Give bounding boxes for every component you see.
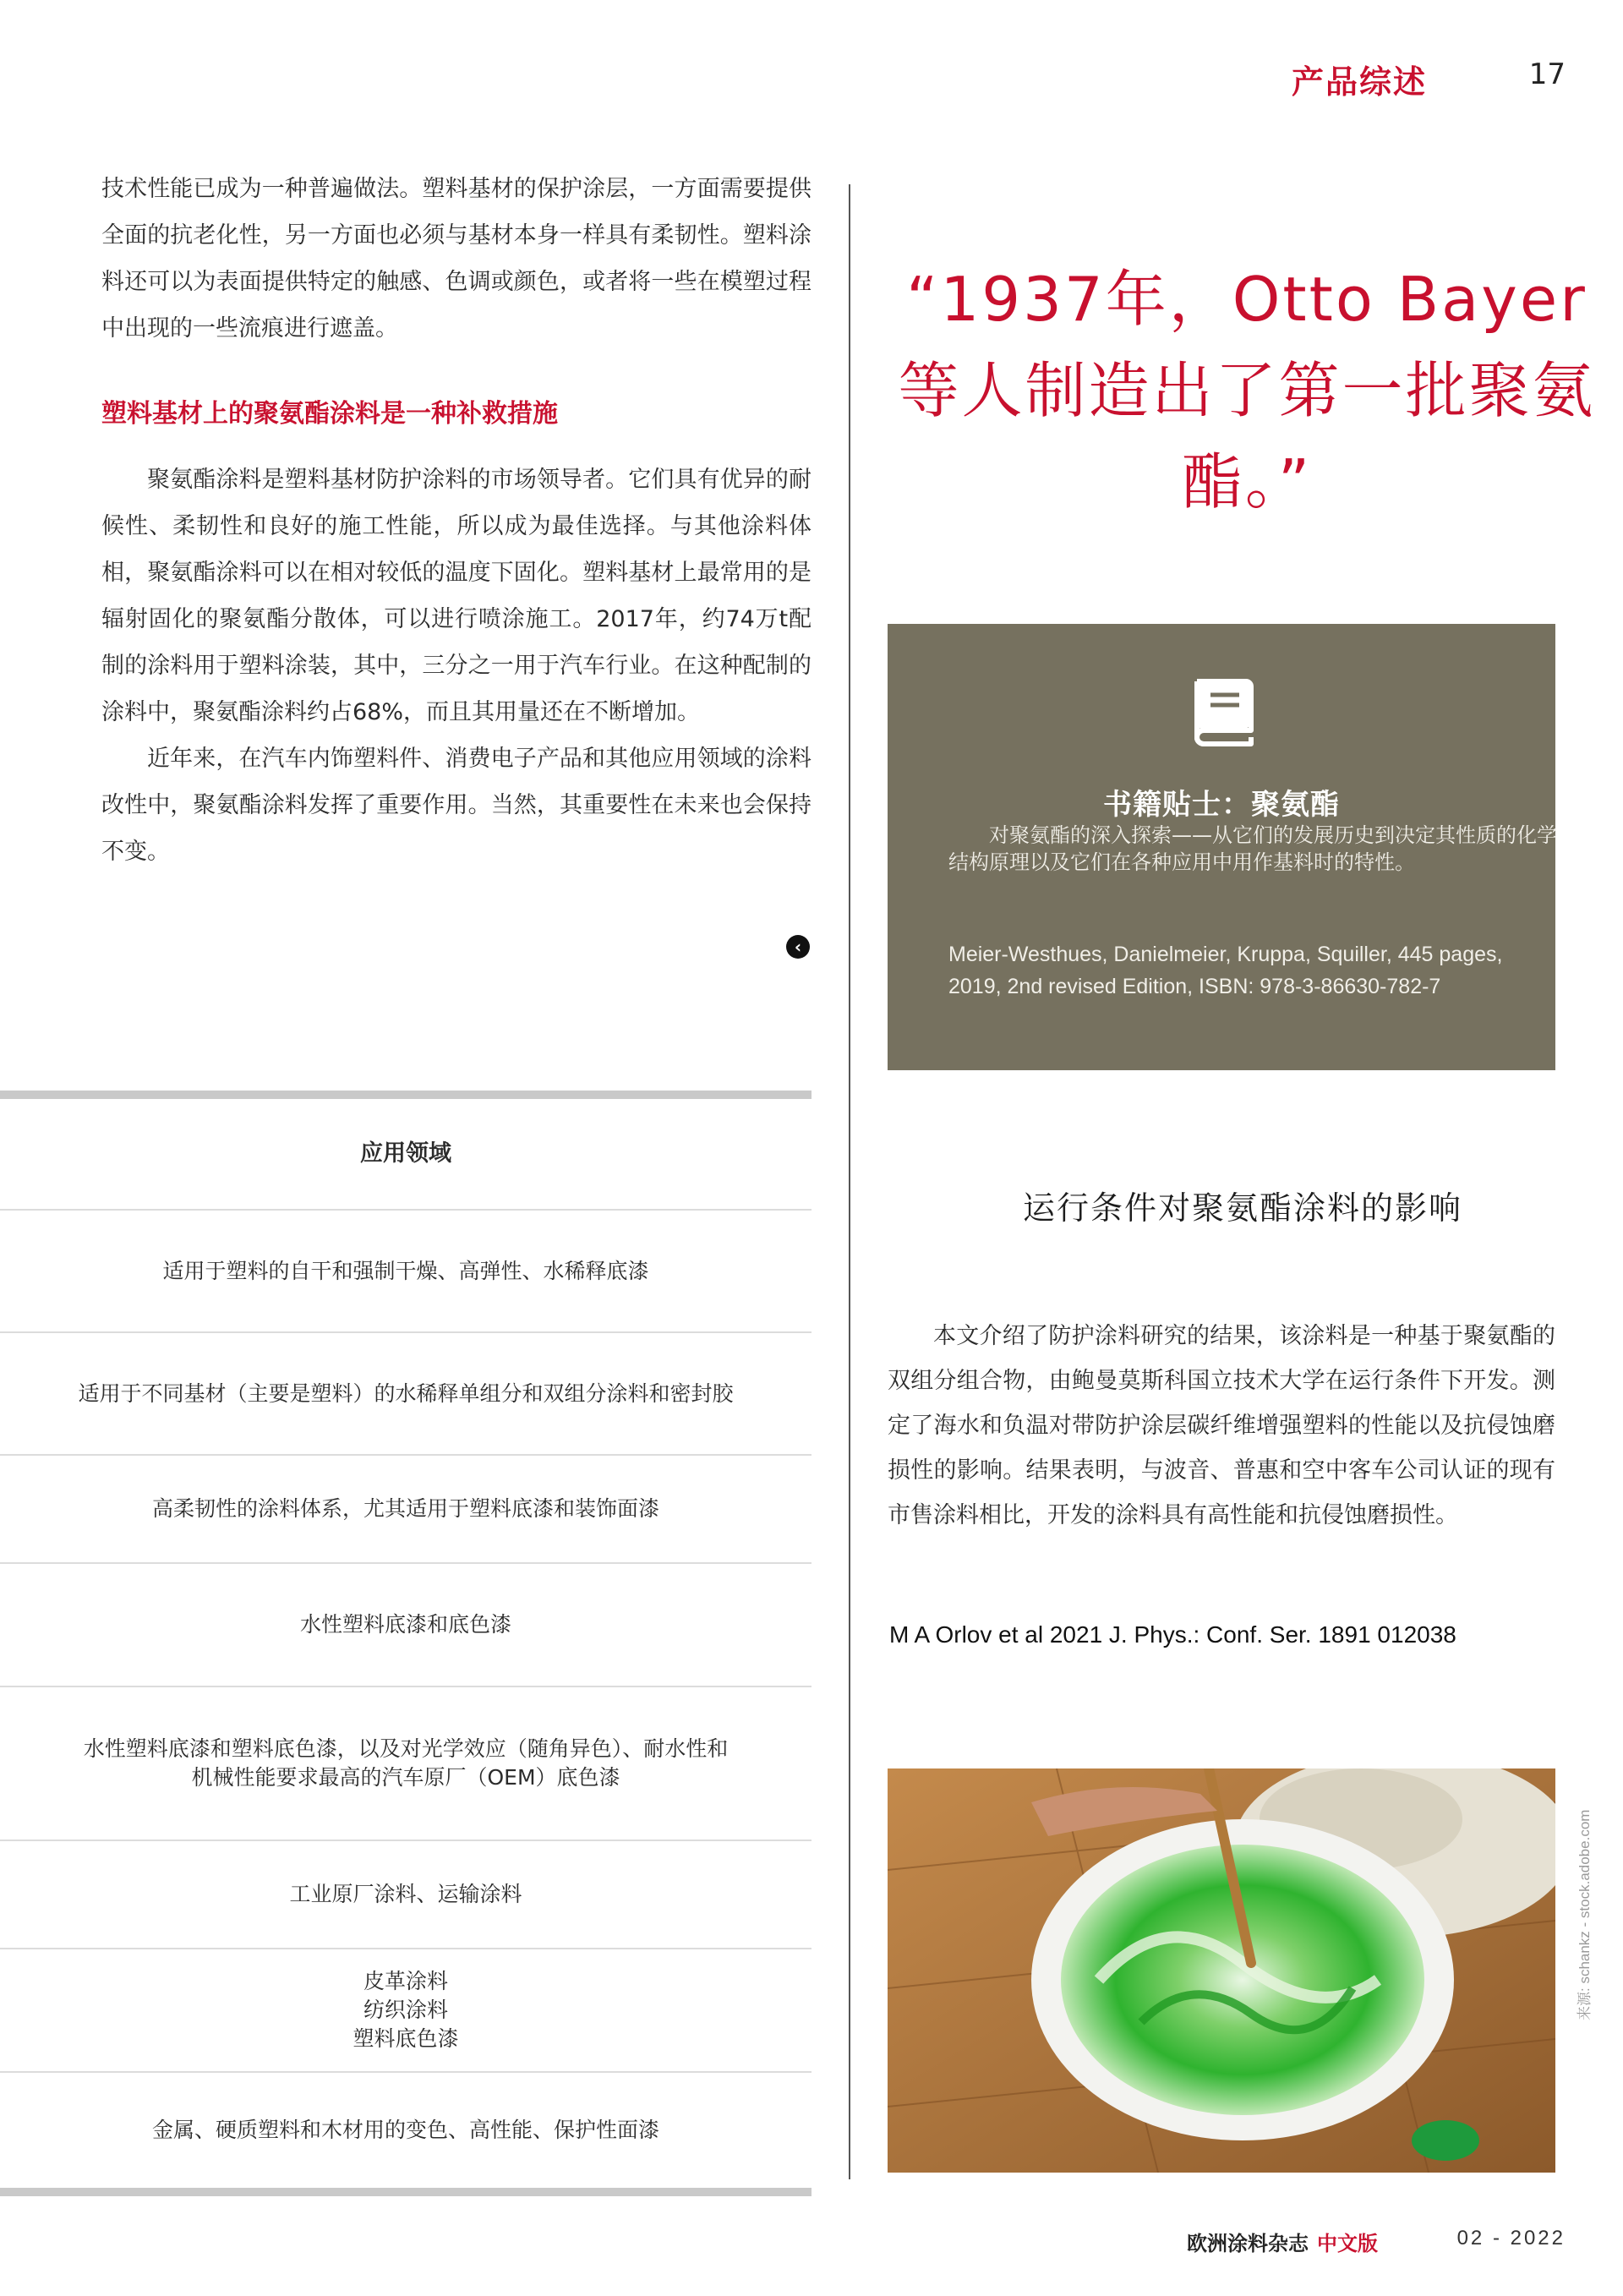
page-number: 17 [1528, 57, 1566, 91]
research-abstract: 本文介绍了防护涂料研究的结果，该涂料是一种基于聚氨酯的双组分组合物，由鲍曼莫斯科国立技术大学在运行条件下开发。测定了海水和负温对带防护涂层碳纤维增强塑料的性能以及抗侵蚀磨损性的影响。结果表明，与波音、普惠和空中客车公司认证的现有市售涂料相比，开发的涂料具有高性能和抗侵蚀磨损性。 [888, 1323, 1555, 1528]
book-tip-title: 书籍贴士：聚氨酯 [1103, 788, 1340, 822]
table-bottom-rule [0, 2188, 812, 2196]
table-header: 应用领域 [0, 1099, 812, 1211]
table-top-rule [0, 1091, 812, 1099]
footer-magazine: 欧洲涂料杂志 [1187, 2232, 1309, 2255]
book-tip-reference: Meier-Westhues, Danielmeier, Kruppa, Squiller, 445 pages, 2019, 2nd revised Edition, ISBN: 978-3-86630-782-7 [948, 943, 1503, 998]
research-title: 运行条件对聚氨酯涂料的影响 [1022, 1189, 1462, 1227]
footer-issue: 02 - 2022 [1456, 2227, 1566, 2250]
intro-paragraph: 技术性能已成为一种普遍做法。塑料基材的保护涂层，一方面需要提供全面的抗老化性，另一方面也必须与基材本身一样具有柔韧性。塑料涂料还可以为表面提供特定的触感、色调或颜色，或者将一些在模塑过程中出现的一些流痕进行遮盖。 [101, 176, 812, 342]
photo-credit-text: 来源: schankz - stock.adobe.com [1577, 1809, 1593, 2020]
book-icon [1185, 675, 1261, 751]
paint-bucket-photo [888, 1768, 1555, 2173]
left-column [101, 166, 812, 875]
column-divider [849, 184, 850, 2179]
footer-edition: 中文版 [1317, 2232, 1378, 2255]
table-row: 水性塑料底漆和底色漆 [0, 1564, 812, 1687]
pull-quote: “1937年，Otto Bayer等人制造出了第一批聚氨酯。” [898, 264, 1596, 517]
book-tip-description: 对聚氨酯的深入探索——从它们的发展历史到决定其性质的化学结构原理以及它们在各种应用中用作基料时的特性。 [948, 823, 1557, 874]
table-row: 水性塑料底漆和塑料底色漆，以及对光学效应（随角异色）、耐水性和 机械性能要求最高的汽车原厂（OEM）底色漆 [0, 1687, 812, 1841]
table-row: 适用于不同基材（主要是塑料）的水稀释单组分和双组分涂料和密封胶 [0, 1333, 812, 1456]
photo-credit [1554, 1767, 1593, 2020]
book-tip-box [888, 624, 1555, 1070]
body-paragraph: 近年来，在汽车内饰塑料件、消费电子产品和其他应用领域的涂料改性中，聚氨酯涂料发挥了重要作用。当然，其重要性在未来也会保持不变。 [101, 746, 812, 865]
paint-bucket-illustration [888, 1768, 1555, 2173]
chevron-left-circle-icon[interactable]: ‹ [786, 935, 810, 959]
applications-table [0, 1091, 812, 2196]
research-citation: M A Orlov et al 2021 J. Phys.: Conf. Ser. 1891 012038 [889, 1621, 1456, 1648]
table-row: 适用于塑料的自干和强制干燥、高弹性、水稀释底漆 [0, 1211, 812, 1333]
table-row: 皮革涂料 纺织涂料 塑料底色漆 [0, 1949, 812, 2073]
table-row: 工业原厂涂料、运输涂料 [0, 1841, 812, 1949]
section-title: 产品综述 [1291, 63, 1427, 101]
body-paragraph: 聚氨酯涂料是塑料基材防护涂料的市场领导者。它们具有优异的耐候性、柔韧性和良好的施工性能，所以成为最佳选择。与其他涂料体相，聚氨酯涂料可以在相对较低的温度下固化。塑料基材上最常用的是辐射固化的聚氨酯分散体，可以进行喷涂施工。2017年，约74万t配制的涂料用于塑料涂装，其中，三分之一用于汽车行业。在这种配制的涂料中，聚氨酯涂料约占68%，而且其用量还在不断增加。 [101, 467, 812, 725]
section-heading: 塑料基材上的聚氨酯涂料是一种补救措施 [101, 399, 558, 429]
table-row: 高柔韧性的涂料体系，尤其适用于塑料底漆和装饰面漆 [0, 1456, 812, 1564]
table-row: 金属、硬质塑料和木材用的变色、高性能、保护性面漆 [151, 2118, 659, 2142]
